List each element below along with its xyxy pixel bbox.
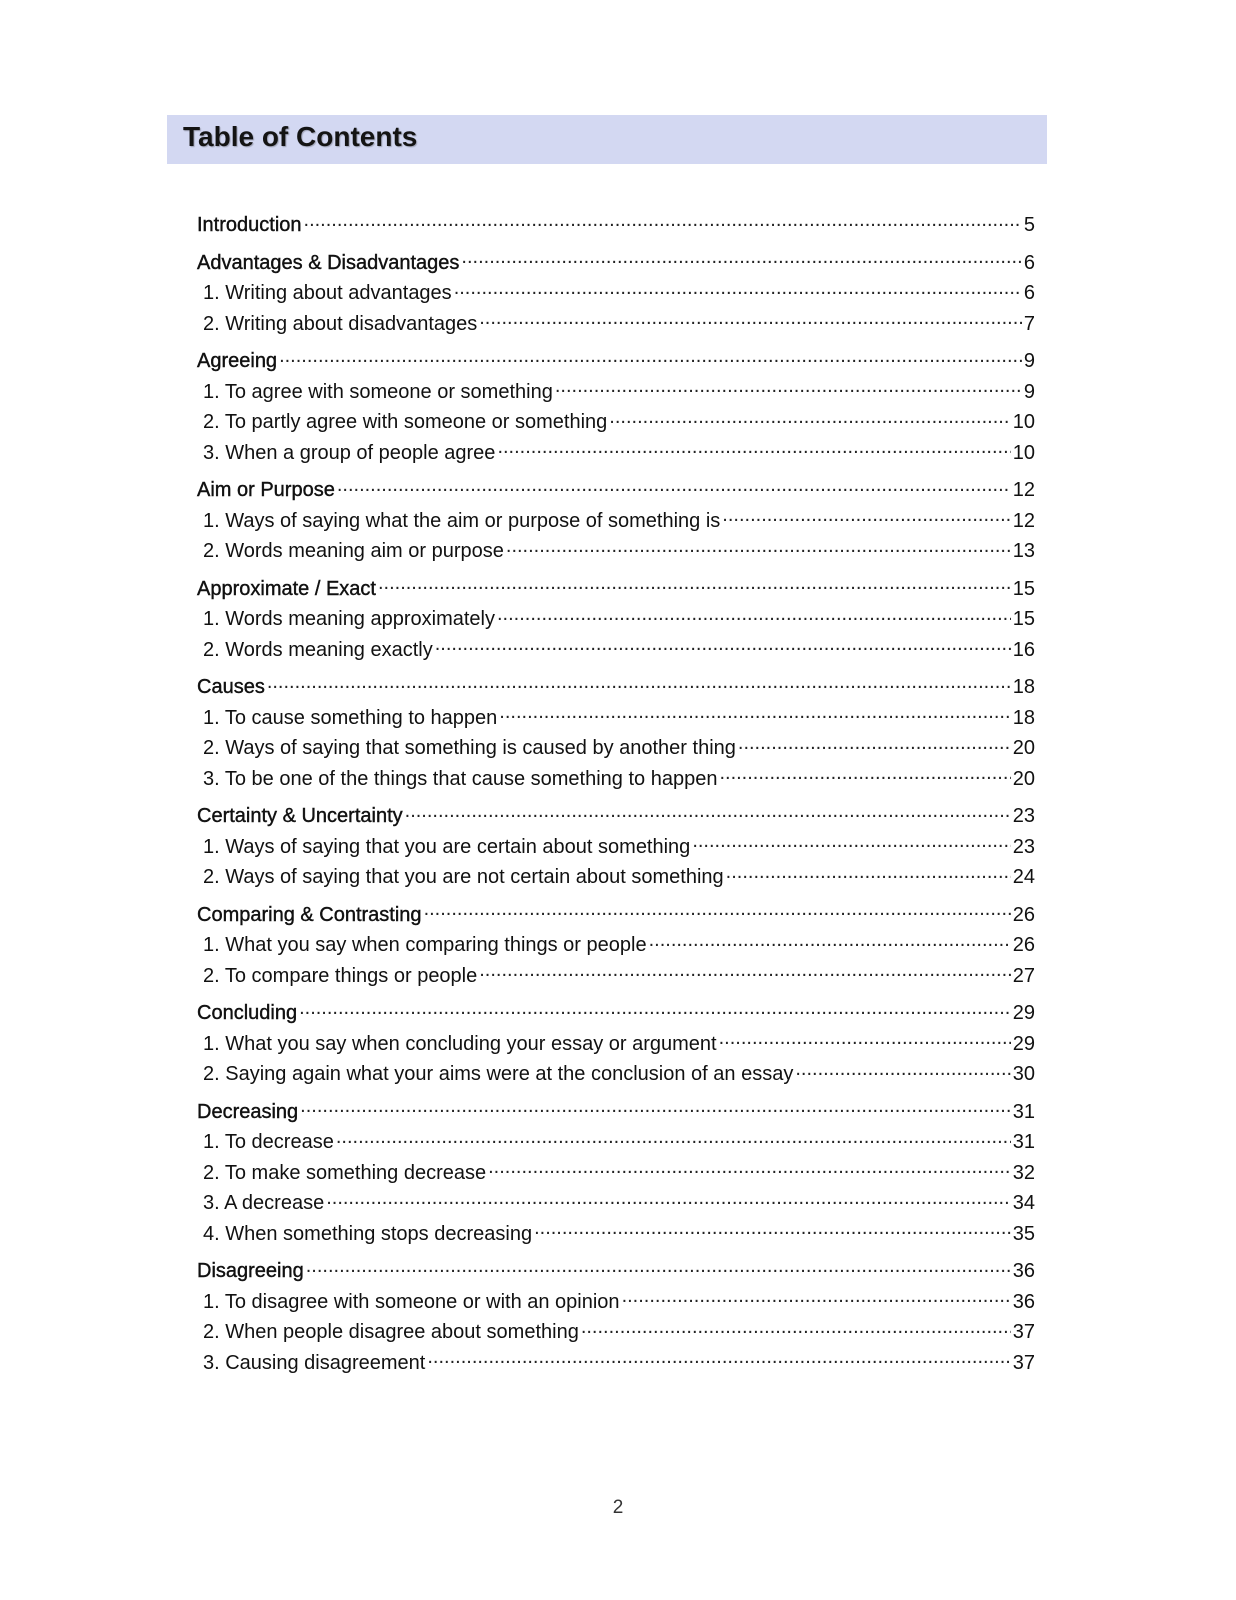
toc-entry-page-number: 15 (1012, 608, 1035, 630)
toc-entry-page-number: 5 (1023, 214, 1035, 236)
toc-subsection-entry[interactable] (197, 536, 1035, 567)
toc-entry-page-number: 36 (1012, 1260, 1035, 1282)
dot-leader (738, 734, 1011, 754)
toc-entry-label: 3. To be one of the things that cause something to happen (203, 767, 718, 790)
toc-entry-label: 3. A decrease (203, 1192, 325, 1214)
toc-entry-page-number: 6 (1023, 251, 1035, 274)
toc-subsection-entry[interactable] (197, 930, 1035, 961)
dot-leader (622, 1288, 1011, 1308)
toc-entry-page-number: 37 (1012, 1351, 1035, 1374)
toc-subsection-entry[interactable] (197, 309, 1035, 340)
toc-subsection-entry[interactable] (197, 1158, 1035, 1189)
toc-section-entry[interactable] (197, 475, 1035, 506)
dot-leader (299, 999, 1011, 1019)
toc-entry-page-number: 31 (1012, 1131, 1035, 1153)
dot-leader (427, 1349, 1010, 1369)
dot-leader (499, 704, 1010, 724)
dot-leader (267, 673, 1011, 693)
dot-leader (378, 575, 1011, 595)
toc-section-entry[interactable] (197, 210, 1035, 241)
toc-section-entry[interactable] (197, 574, 1035, 605)
toc-entry-page-number: 20 (1012, 737, 1035, 759)
dot-leader (506, 537, 1011, 557)
toc-entry-page-number: 16 (1012, 638, 1035, 661)
toc-entry-label: 1. What you say when comparing things or people (203, 934, 647, 956)
toc-entry-label: 1. To disagree with someone or with an opinion (203, 1290, 620, 1313)
toc-entry-label: 2. Ways of saying that something is caused by another thing (203, 737, 736, 759)
toc-entry-label: 2. Words meaning exactly (203, 638, 433, 661)
toc-entry-label: 1. To agree with someone or something (203, 380, 553, 403)
toc-subsection-entry[interactable] (197, 1287, 1035, 1318)
toc-entry-label: 2. When people disagree about something (203, 1321, 579, 1343)
toc-entry-page-number: 35 (1012, 1222, 1035, 1245)
toc-entry-label: Approximate / Exact (197, 577, 376, 600)
dot-leader (461, 249, 1021, 269)
dot-leader (279, 347, 1022, 367)
toc-entry-page-number: 20 (1012, 767, 1035, 790)
toc-entry-label: Advantages & Disadvantages (197, 251, 460, 274)
toc-section-entry[interactable] (197, 346, 1035, 377)
toc-entry-label: 2. Ways of saying that you are not certain about something (203, 866, 724, 888)
toc-entry-label: Causes (197, 676, 265, 698)
toc-subsection-entry[interactable] (197, 407, 1035, 438)
toc-entry-page-number: 30 (1012, 1063, 1035, 1085)
toc-entry-label: Decreasing (197, 1100, 299, 1123)
toc-entry-page-number: 10 (1012, 411, 1035, 433)
toc-entry-label: 1. Ways of saying what the aim or purpose of something is (203, 509, 721, 532)
toc-subsection-entry[interactable] (197, 1127, 1035, 1158)
toc-subsection-entry[interactable] (197, 377, 1035, 408)
toc-entry-page-number: 9 (1023, 380, 1035, 403)
dot-leader (555, 378, 1022, 398)
dot-leader (326, 1189, 1011, 1209)
toc-subsection-entry[interactable] (197, 1029, 1035, 1060)
dot-leader (497, 439, 1010, 459)
toc-subsection-entry[interactable] (197, 278, 1035, 309)
page-number: 2 (612, 1497, 624, 1518)
toc-subsection-entry[interactable] (197, 764, 1035, 795)
toc-entry-label: 2. To make something decrease (203, 1161, 487, 1184)
toc-entry-label: Agreeing (197, 350, 278, 372)
toc-section-entry[interactable] (197, 900, 1035, 931)
dot-leader (479, 962, 1011, 982)
toc-subsection-entry[interactable] (197, 1317, 1035, 1348)
toc-subsection-entry[interactable] (197, 961, 1035, 992)
toc-entry-label: 2. To partly agree with someone or something (203, 411, 608, 433)
toc-subsection-entry[interactable] (197, 635, 1035, 666)
toc-entry-label: 1. Writing about advantages (203, 282, 452, 304)
toc-entry-page-number: 18 (1012, 676, 1035, 698)
toc-entry-page-number: 34 (1012, 1192, 1035, 1214)
toc-subsection-entry[interactable] (197, 438, 1035, 469)
toc-entry-page-number: 27 (1012, 964, 1035, 987)
dot-leader (337, 476, 1011, 496)
dot-leader (405, 802, 1011, 822)
toc-entry-label: Aim or Purpose (197, 479, 335, 501)
toc-section-entry[interactable] (197, 1256, 1035, 1287)
toc-entry-page-number: 26 (1012, 934, 1035, 956)
toc-entry-label: Disagreeing (197, 1260, 304, 1282)
dot-leader (304, 211, 1022, 231)
toc-entry-page-number: 24 (1012, 866, 1035, 888)
toc-entry-page-number: 31 (1012, 1100, 1035, 1123)
dot-leader (454, 279, 1022, 299)
toc-entry-page-number: 6 (1023, 282, 1035, 304)
toc-entry-label: Introduction (197, 214, 302, 236)
toc-subsection-entry[interactable] (197, 703, 1035, 734)
toc-subsection-entry[interactable] (197, 1059, 1035, 1090)
toc-entry-page-number: 7 (1023, 312, 1035, 335)
toc-entry-label: 2. Saying again what your aims were at the conclusion of an essay (203, 1063, 794, 1085)
dot-leader (719, 765, 1010, 785)
page-title: Table of Contents (183, 121, 418, 152)
toc-entry-label: 3. Causing disagreement (203, 1351, 426, 1374)
toc-entry-label: Comparing & Contrasting (197, 903, 422, 926)
dot-leader (649, 931, 1011, 951)
table-of-contents (197, 210, 1035, 1378)
dot-leader (497, 605, 1011, 625)
toc-section-entry[interactable] (197, 801, 1035, 832)
dot-leader (726, 863, 1011, 883)
toc-entry-page-number: 9 (1023, 350, 1035, 372)
dot-leader (719, 1030, 1011, 1050)
toc-entry-label: 1. Words meaning approximately (203, 608, 495, 630)
dot-leader (435, 636, 1011, 656)
dot-leader (581, 1318, 1011, 1338)
toc-section-entry[interactable] (197, 1097, 1035, 1128)
toc-subsection-entry[interactable] (197, 832, 1035, 863)
toc-subsection-entry[interactable] (197, 1348, 1035, 1379)
toc-subsection-entry[interactable] (197, 1188, 1035, 1219)
dot-leader (488, 1159, 1011, 1179)
dot-leader (609, 408, 1010, 428)
toc-entry-page-number: 23 (1012, 835, 1035, 858)
toc-entry-label: 4. When something stops decreasing (203, 1222, 533, 1245)
dot-leader (424, 901, 1011, 921)
toc-entry-page-number: 12 (1012, 479, 1035, 501)
toc-entry-label: 2. Words meaning aim or purpose (203, 540, 504, 562)
dot-leader (336, 1128, 1011, 1148)
dot-leader (306, 1257, 1011, 1277)
dot-leader (479, 310, 1022, 330)
toc-subsection-entry[interactable] (197, 862, 1035, 893)
toc-subsection-entry[interactable] (197, 506, 1035, 537)
toc-entry-label: Concluding (197, 1002, 298, 1024)
toc-subsection-entry[interactable] (197, 604, 1035, 635)
toc-entry-page-number: 13 (1012, 540, 1035, 562)
toc-entry-label: 1. What you say when concluding your essay or argument (203, 1032, 717, 1055)
toc-title-bar (167, 115, 1047, 164)
toc-subsection-entry[interactable] (197, 1219, 1035, 1250)
toc-entry-label: 3. When a group of people agree (203, 441, 496, 464)
toc-entry-page-number: 37 (1012, 1321, 1035, 1343)
toc-entry-page-number: 32 (1012, 1161, 1035, 1184)
dot-leader (795, 1060, 1010, 1080)
toc-entry-page-number: 23 (1012, 805, 1035, 827)
toc-entry-label: 2. Writing about disadvantages (203, 312, 478, 335)
toc-section-entry[interactable] (197, 998, 1035, 1029)
toc-entry-label: 2. To compare things or people (203, 964, 478, 987)
toc-entry-page-number: 12 (1012, 509, 1035, 532)
dot-leader (722, 507, 1010, 527)
toc-entry-label: 1. To decrease (203, 1131, 334, 1153)
toc-entry-label: Certainty & Uncertainty (197, 805, 403, 827)
toc-entry-page-number: 15 (1012, 577, 1035, 600)
toc-subsection-entry[interactable] (197, 733, 1035, 764)
toc-entry-page-number: 29 (1012, 1002, 1035, 1024)
dot-leader (692, 833, 1010, 853)
toc-entry-label: 1. To cause something to happen (203, 706, 498, 729)
dot-leader (534, 1220, 1011, 1240)
toc-section-entry[interactable] (197, 248, 1035, 279)
toc-section-entry[interactable] (197, 672, 1035, 703)
toc-entry-label: 1. Ways of saying that you are certain about something (203, 835, 691, 858)
toc-entry-page-number: 26 (1012, 903, 1035, 926)
toc-entry-page-number: 10 (1012, 441, 1035, 464)
toc-entry-page-number: 29 (1012, 1032, 1035, 1055)
toc-entry-page-number: 18 (1012, 706, 1035, 729)
toc-entry-page-number: 36 (1012, 1290, 1035, 1313)
dot-leader (300, 1098, 1011, 1118)
